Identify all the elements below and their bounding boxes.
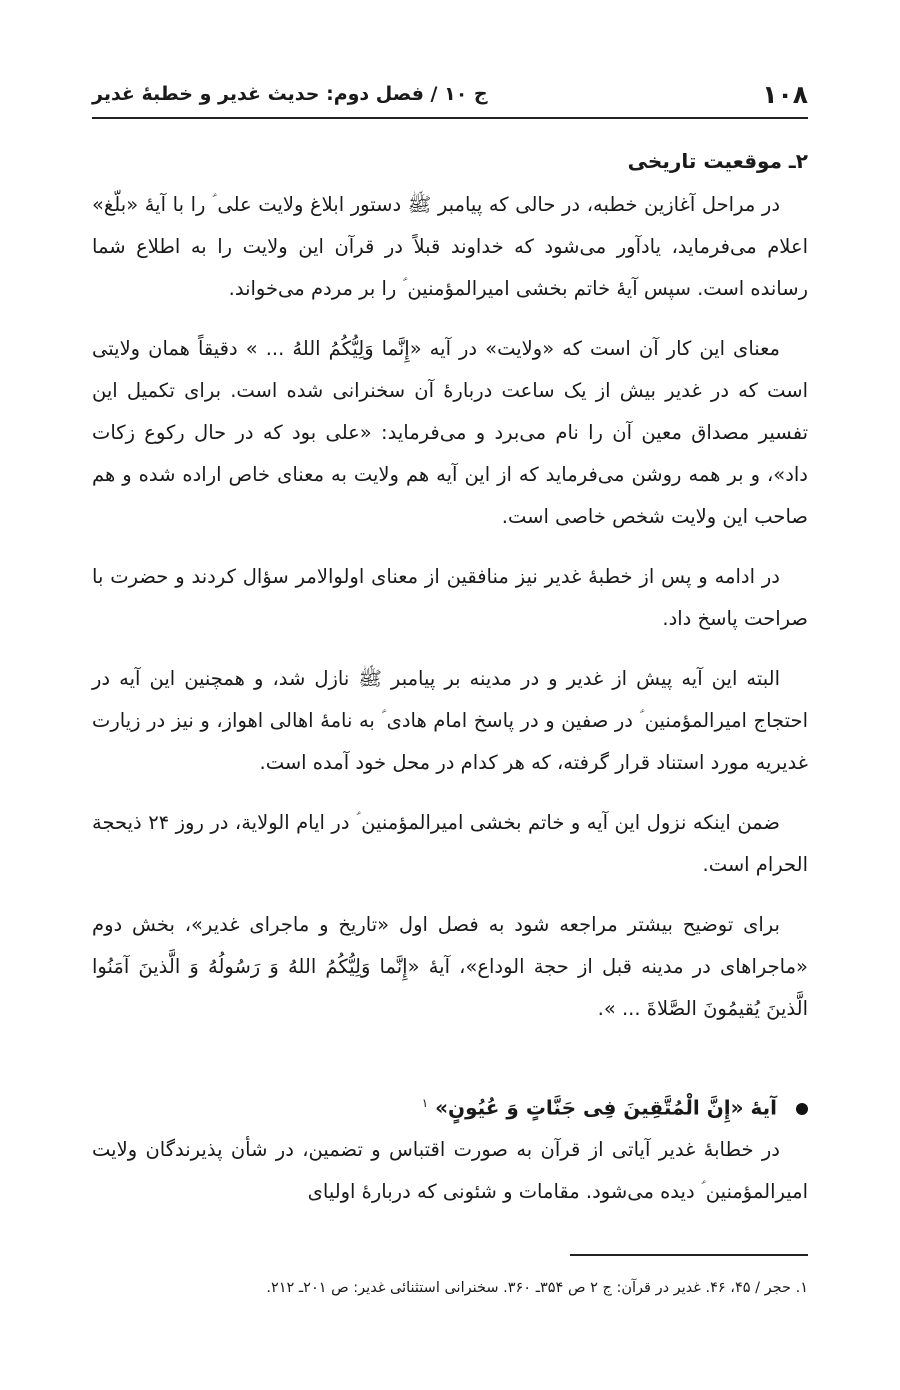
paragraph-2: معنای این کار آن است که «ولایت» در آیه «إِنَّما وَلِیُّکُمُ اللهُ ... » دقیقاً همان ولایتی است که در غدیر بیش از یک ساعت دربارهٔ آن سخنرانی شده است. برای تکمیل این تفسیر مصداق معین آن را نام می‌برد و می‌فرماید: «علی بود که در حال رکوع زکات داد»، و بر همه روشن می‌فرماید که از این آیه هم ولایت به معنای خاص اراده شده و هم صاحب این ولایت شخص خاصی است. bbox=[92, 337, 808, 528]
bullet-heading bbox=[92, 1082, 808, 1129]
page-body bbox=[92, 140, 808, 1231]
footnote-rule bbox=[570, 1254, 808, 1256]
footnote: ۱. حجر / ۴۵، ۴۶. غدیر در قرآن: ج ۲ ص ۳۵۴ـ ۳۶۰. سخنرانی استثنائی غدیر: ص ۲۰۱ـ ۲۱۲. bbox=[266, 1280, 808, 1296]
running-head: ج ۱۰ / فصل دوم: حدیث غدیر و خطبهٔ غدیر bbox=[92, 83, 488, 105]
header-rule bbox=[92, 117, 808, 119]
section-title: ۲ـ موقعیت تاریخی bbox=[627, 149, 808, 173]
paragraph-6: برای توضیح بیشتر مراجعه شود به فصل اول «تاریخ و ماجرای غدیر»، بخش دوم «ماجراهای در مدینه قبل از حجة الوداع»، آیهٔ «إِنَّما وَلِیُّکُمُ اللهُ وَ رَسُولُهُ وَ الَّذینَ آمَنُوا الَّذینَ یُقیمُونَ الصَّلاةَ ... ». bbox=[92, 913, 808, 1020]
footnote-marker[interactable]: ۱ bbox=[421, 1096, 429, 1110]
paragraph-3: در ادامه و پس از خطبهٔ غدیر نیز منافقین از معنای اولوالامر سؤال کردند و حضرت با صراحت پاسخ داد. bbox=[92, 565, 808, 630]
paragraph-1: در مراحل آغازین خطبه، در حالی که پیامبر ﷺ دستور ابلاغ ولایت علی ؑ را با آیهٔ «بلّغ» اعلام می‌فرماید، یادآور می‌شود که خداوند قبلاً در قرآن این ولایت را به اطلاع شما رسانده است. سپس آیهٔ خاتم بخشی امیرالمؤمنین ؑ را بر مردم می‌خواند. bbox=[92, 193, 808, 300]
paragraph-5: ضمن اینکه نزول این آیه و خاتم بخشی امیرالمؤمنین ؑ در ایام الولایة، در روز ۲۴ ذیحجة الحرام است. bbox=[92, 811, 808, 876]
paragraph-7: در خطابهٔ غدیر آیاتی از قرآن به صورت اقتباس و تضمین، در شأن پذیرندگان ولایت امیرالمؤمنین ؑ دیده می‌شود. مقامات و شئونی که دربارهٔ اولیای bbox=[92, 1137, 808, 1203]
page-header bbox=[92, 72, 808, 116]
bullet-icon bbox=[796, 1103, 808, 1115]
page-number: ۱۰۸ bbox=[762, 79, 808, 109]
paragraph-4: البته این آیه پیش از غدیر و در مدینه بر پیامبر ﷺ نازل شد، و همچنین این آیه در احتجاج امیرالمؤمنین ؑ در صفین و در پاسخ امام هادی ؑ به نامهٔ اهالی اهواز، و نیز در زیارت غدیریه مورد استناد قرار گرفته، که هر کدام در محل خود آمده است. bbox=[92, 667, 808, 774]
bullet-heading-text: آیهٔ «إِنَّ الْمُتَّقِینَ فِی جَنَّاتٍ وَ عُیُونٍ» bbox=[435, 1095, 778, 1120]
